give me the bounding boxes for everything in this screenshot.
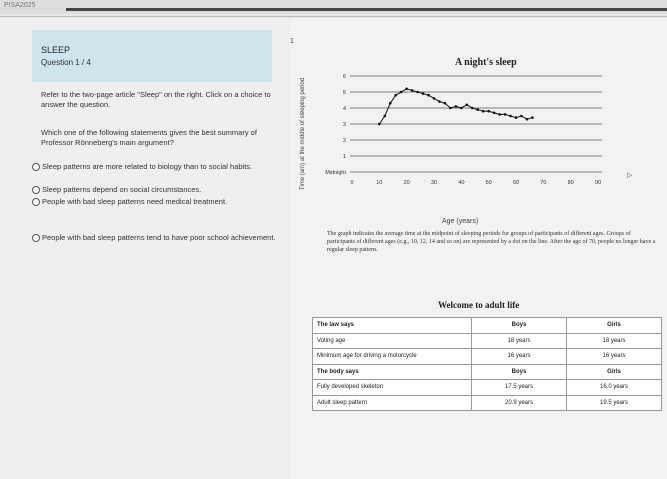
option-label: People with bad sleep patterns tend to have poor school achievement.	[42, 233, 276, 242]
cell-girls: 16 years	[567, 349, 662, 365]
data-point	[444, 102, 447, 105]
data-point	[526, 118, 529, 121]
row-label: Minimum age for driving a motorcycle	[313, 349, 472, 365]
x-tick-label: 60	[512, 180, 520, 186]
cell-boys: 20.9 years	[472, 395, 567, 411]
data-point	[405, 88, 408, 91]
col-header-boys: Boys	[472, 364, 567, 380]
test-code: PISA2025	[4, 2, 36, 9]
data-point	[422, 92, 425, 95]
y-tick-label: 3	[342, 122, 346, 128]
col-header-girls: Girls	[567, 318, 662, 334]
y-tick-label: 1	[342, 154, 346, 160]
article-marker: 1	[290, 38, 294, 45]
section-label: The body says	[313, 364, 472, 380]
col-header-boys: Boys	[472, 318, 567, 334]
data-point	[460, 107, 463, 110]
option-label: Sleep patterns depend on social circumstances.	[42, 185, 202, 194]
col-header-girls: Girls	[567, 364, 662, 380]
x-tick-label: 50	[485, 180, 492, 186]
y-tick-label: 4	[342, 106, 346, 112]
data-point	[400, 91, 403, 94]
data-point	[493, 112, 496, 115]
option-label: People with bad sleep patterns need medical treatment.	[42, 197, 228, 206]
table-row	[313, 333, 662, 349]
data-point	[487, 110, 490, 113]
x-tick-label: 40	[458, 180, 465, 186]
data-point	[520, 115, 523, 118]
data-point	[433, 97, 436, 100]
y-tick-label: 6	[342, 74, 346, 80]
data-point	[504, 113, 507, 116]
data-point	[455, 105, 458, 108]
data-point	[498, 113, 501, 116]
row-label: Fully developed skeleton	[313, 380, 472, 396]
data-point	[384, 115, 387, 118]
data-point	[449, 107, 452, 110]
x-tick-label: 80	[567, 180, 574, 186]
instruction-text: Refer to the two-page article "Sleep" on the right. Click on a choice to answer the question.	[41, 90, 271, 109]
table-header-row	[313, 318, 662, 334]
data-point	[476, 108, 479, 111]
x-tick-label: 0	[350, 180, 354, 186]
data-point	[389, 102, 392, 105]
unit-title: SLEEP	[41, 45, 71, 55]
question-progress: Question 1 / 4	[41, 58, 91, 67]
x-tick-label: 90	[594, 180, 602, 186]
cell-girls: 19.5 years	[567, 395, 662, 411]
table-title: Welcome to adult life	[438, 300, 520, 310]
option-label: Sleep patterns are more related to biology than to social habits.	[42, 162, 253, 171]
cursor-icon: ▷	[627, 172, 633, 179]
x-tick-label: 20	[403, 180, 410, 186]
data-point	[531, 116, 534, 119]
question-prompt: Which one of the following statements gives the best summary of Professor Rönneberg's main argument?	[41, 128, 257, 147]
data-point	[509, 115, 512, 118]
table-row	[313, 395, 662, 411]
section-label: The law says	[313, 318, 472, 334]
row-label: Adult sleep pattern	[313, 395, 472, 411]
chart-title: A night's sleep	[455, 57, 517, 68]
data-point	[466, 104, 469, 107]
cell-boys: 17.5 years	[472, 380, 567, 396]
data-point	[394, 94, 397, 97]
y-axis-label: Time (am) at the middle of sleeping period	[300, 77, 306, 190]
table-row	[313, 349, 662, 365]
cell-boys: 16 years	[472, 349, 567, 365]
x-tick-label: 30	[430, 180, 438, 186]
x-tick-label: 10	[376, 180, 383, 186]
y-tick-label: Midnight	[325, 170, 346, 176]
y-tick-label: 2	[342, 138, 346, 144]
data-point	[411, 89, 414, 92]
table-row	[313, 380, 662, 396]
row-label: Voting age	[313, 333, 472, 349]
data-point	[471, 107, 474, 110]
cell-girls: 18 years	[567, 333, 662, 349]
data-point	[515, 116, 518, 119]
data-point	[427, 94, 430, 97]
adult-life-table	[312, 317, 662, 411]
chart-caption: The graph indicates the average time at the midpoint of sleeping periods for groups of participants of different ages. Groups of participants of different ages (e.g., 10, 12, 14 and so on) are represented by a dot on the line. After the age of 70, people no longer have a regular sleep pattern.	[327, 231, 656, 253]
x-axis-label: Age (years)	[442, 218, 479, 225]
y-tick-label: 5	[342, 90, 346, 96]
x-tick-label: 70	[540, 180, 547, 186]
data-point	[378, 123, 381, 126]
table-header-row	[313, 364, 662, 380]
data-point	[482, 110, 485, 113]
cell-boys: 18 years	[472, 333, 567, 349]
data-point	[438, 100, 441, 103]
data-point	[416, 91, 419, 94]
cell-girls: 16.0 years	[567, 380, 662, 396]
